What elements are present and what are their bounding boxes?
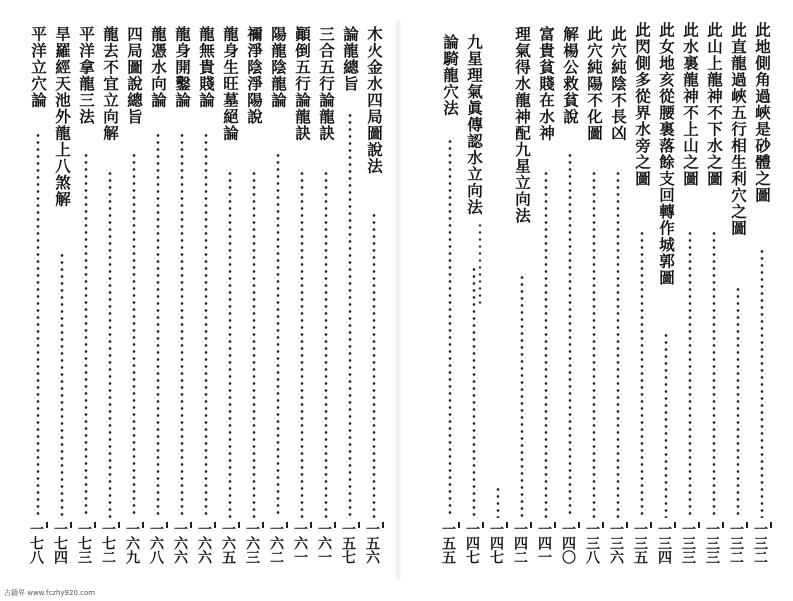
leader-dots: [180, 132, 184, 518]
toc-entry-page: 一三五: [632, 522, 652, 576]
leader-dots: [84, 152, 88, 518]
leader-dots: [592, 170, 596, 518]
toc-entry-title: 龍身開鑿論: [173, 26, 192, 109]
toc-entry-page: 一六二: [268, 522, 288, 576]
leader-dots: [348, 112, 352, 518]
toc-entry-title: 論騎龍穴法: [441, 34, 460, 117]
toc-entry: [752, 22, 772, 576]
toc-entry-title: 此地側角過峽是砂體之圖: [753, 22, 772, 204]
toc-entry-page: 一六三: [244, 522, 264, 576]
left-page: [20, 26, 390, 586]
toc-entry-page: 一三四: [656, 522, 676, 576]
toc-entry-title: 陽龍陰龍論: [269, 26, 288, 109]
toc-entry-title: 此山上龍神不下水之圖: [705, 22, 724, 187]
toc-entry-page: 一三二: [728, 522, 748, 576]
toc-entry: [584, 26, 604, 576]
toc-entry-page: 一六八: [148, 522, 168, 576]
toc-entry-title: 此穴純陽不化圖: [585, 26, 604, 142]
toc-entry-page: 一四七: [488, 522, 508, 576]
toc-entry-title: 木火金水四局圖說法: [365, 26, 384, 175]
leader-dots: [132, 152, 136, 518]
toc-entry-title: 平洋拿龍三法: [77, 26, 96, 125]
leader-dots: [448, 138, 452, 518]
leader-dots: [252, 170, 256, 518]
toc-entry-title: 三合五行論龍訣: [317, 26, 336, 142]
toc-entry-title: 禰淨陰淨陽說: [245, 26, 264, 125]
toc-entry-page: 一六九: [124, 522, 144, 576]
toc-entry: [52, 26, 72, 576]
toc-entry-page: 一六一: [292, 522, 312, 576]
leader-dots: [36, 132, 40, 518]
leader-dots: [300, 170, 304, 518]
toc-entry-page: 一四〇: [560, 522, 580, 576]
toc-entry-page: 一三三: [680, 522, 700, 576]
toc-entry: [536, 26, 556, 576]
toc-entry-page: 一三二: [752, 522, 772, 576]
toc-entry-title: 顚倒五行論龍訣: [293, 26, 312, 142]
site-watermark: 古籍界 www.fczhy920.com: [4, 589, 96, 597]
toc-entry-page: 一六六: [172, 522, 192, 576]
right-page: [410, 22, 776, 586]
toc-entry: [364, 26, 384, 576]
toc-entry-page: 一三八: [584, 522, 604, 576]
leader-dots: [108, 170, 112, 518]
toc-entry-page: 一七八: [28, 522, 48, 576]
toc-entry-page: 一七三: [76, 522, 96, 576]
toc-entry-page: 一三六: [608, 522, 628, 576]
toc-entry-page: 一六六: [196, 522, 216, 576]
toc-entry-title: 理氣得水龍神配九星立向法: [513, 26, 532, 224]
toc-entry: [28, 26, 48, 576]
toc-entry-title: 解楊公救貧說: [561, 26, 580, 125]
leader-dots: [496, 486, 500, 518]
toc-entry: [244, 26, 264, 576]
toc-entry-title: 論龍總旨: [341, 26, 360, 92]
toc-entry: [76, 26, 96, 576]
leader-dots: [60, 252, 64, 518]
leader-dots: [616, 170, 620, 518]
toc-entry-page: 一五六: [364, 522, 384, 576]
toc-entry: [656, 22, 676, 576]
toc-entry: [632, 22, 652, 576]
toc-entry: [704, 22, 724, 576]
stray-dots: [478, 222, 482, 306]
leader-dots: [276, 152, 280, 518]
toc-entry-title: 此閃側多從界水旁之圖: [633, 22, 652, 187]
toc-entry: [512, 26, 532, 576]
toc-entry: [728, 22, 748, 576]
leader-dots: [736, 286, 740, 518]
toc-entry: [340, 26, 360, 576]
toc-entry-title: 此直龍過峽五行相生利穴之圖: [729, 22, 748, 237]
toc-entry: [440, 26, 460, 576]
toc-entry-title: 旱羅經天池外龍上八煞解: [53, 26, 72, 208]
toc-entry-page: 一四二: [512, 522, 532, 576]
toc-entry-page: 一四七: [464, 522, 484, 576]
toc-entry: [316, 26, 336, 576]
toc-entry: [488, 26, 508, 576]
toc-entry-title: 龍身生旺墓絕論: [221, 26, 240, 142]
toc-entry-title: 平洋立穴論: [29, 26, 48, 109]
toc-entry-page: 一七二: [100, 522, 120, 576]
leader-dots: [640, 230, 644, 518]
leader-dots: [324, 170, 328, 518]
toc-entry-title: 龍去不宜立向解: [101, 26, 120, 142]
toc-entry-title: 此水裏龍神不上山之圖: [681, 22, 700, 187]
toc-entry-page: 一三三: [704, 522, 724, 576]
leader-dots: [372, 212, 376, 518]
toc-entry: [680, 22, 700, 576]
toc-entry-title: 富貴貧賤在水神: [537, 26, 556, 142]
toc-entry: [292, 26, 312, 576]
toc-entry-title: 此穴純陰不長凶: [609, 26, 628, 142]
toc-entry: [560, 26, 580, 576]
leader-dots: [204, 132, 208, 518]
toc-entry-title: 龍無貴賤論: [197, 26, 216, 109]
toc-entry-page: 一五五: [440, 522, 460, 576]
toc-entry-title: 此女地亥從腰裏落餘支回轉作城郭圖: [657, 22, 676, 286]
leader-dots: [544, 170, 548, 518]
toc-entry-page: 一七四: [52, 522, 72, 576]
leader-dots: [688, 230, 692, 518]
toc-entry: [148, 26, 168, 576]
toc-entry: [196, 26, 216, 576]
toc-entry-title: 四局圖說總旨: [125, 26, 144, 125]
toc-entry-title: 九星理氣眞傳認水立向法: [465, 34, 484, 216]
toc-entry-page: 一四一: [536, 522, 556, 576]
toc-entry: [100, 26, 120, 576]
toc-entry: [268, 26, 288, 576]
toc-entry-page: 一五七: [340, 522, 360, 576]
toc-entry-title: 龍憑水向論: [149, 26, 168, 109]
leader-dots: [664, 332, 668, 518]
leader-dots: [156, 132, 160, 518]
leader-dots: [520, 274, 524, 518]
book-gutter: [394, 20, 402, 580]
leader-dots: [568, 152, 572, 518]
toc-entry: [124, 26, 144, 576]
toc-entry: [220, 26, 240, 576]
toc-entry-page: 一六五: [220, 522, 240, 576]
leader-dots: [760, 248, 764, 518]
leader-dots: [712, 230, 716, 518]
toc-entry: [608, 26, 628, 576]
leader-dots: [228, 170, 232, 518]
leader-dots: [472, 266, 476, 518]
toc-entry-page: 一六一: [316, 522, 336, 576]
toc-entry: [172, 26, 192, 576]
